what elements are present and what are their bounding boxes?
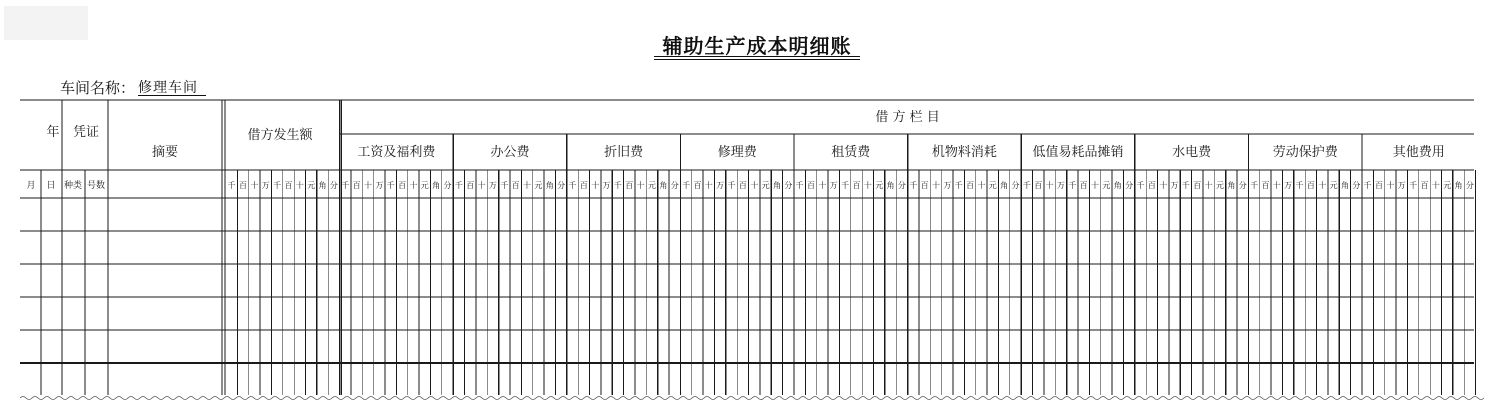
digit-label: 十 [1272, 181, 1281, 190]
digit-label: 百 [625, 181, 634, 190]
digit-label: 十 [1318, 181, 1327, 190]
digit-label: 千 [727, 181, 736, 190]
digit-label: 角 [1113, 181, 1122, 190]
summary-header: 摘要 [151, 145, 179, 160]
digit-label: 百 [398, 181, 407, 190]
digit-label: 百 [1375, 181, 1384, 190]
digit-label: 分 [557, 181, 566, 190]
digit-label: 万 [375, 181, 384, 190]
digit-label: 分 [1465, 181, 1474, 190]
digit-label: 百 [1147, 181, 1156, 190]
digit-label: 分 [670, 181, 679, 190]
digit-label: 十 [1431, 181, 1440, 190]
workshop-label: 车间名称： [60, 79, 136, 97]
day-header: 日 [46, 181, 56, 191]
digit-label: 千 [1409, 181, 1418, 190]
digit-label: 角 [432, 181, 441, 190]
digit-label: 十 [477, 181, 486, 190]
digit-label: 万 [1397, 181, 1406, 190]
digit-label: 百 [511, 181, 520, 190]
digit-label: 千 [1068, 181, 1077, 190]
digit-label: 千 [1295, 181, 1304, 190]
digit-label: 十 [523, 181, 532, 190]
digit-label: 元 [761, 181, 770, 190]
digit-label: 千 [386, 181, 395, 190]
digit-label: 百 [693, 181, 702, 190]
digit-label: 角 [1340, 181, 1349, 190]
digit-label: 十 [636, 181, 645, 190]
digit-label: 元 [988, 181, 997, 190]
category-header: 租赁费 [831, 145, 871, 160]
voucher-no-header: 号数 [86, 181, 106, 191]
digit-label: 角 [772, 181, 781, 190]
digit-label: 分 [443, 181, 452, 190]
digit-label: 万 [1056, 181, 1065, 190]
digit-label: 十 [818, 181, 827, 190]
workshop-name: 修理车间 [138, 80, 198, 96]
digit-label: 百 [1420, 181, 1429, 190]
voucher-type-header: 种类 [63, 181, 83, 191]
digit-label: 角 [318, 181, 327, 190]
digit-label: 百 [920, 181, 929, 190]
digit-label: 分 [1011, 181, 1020, 190]
digit-label: 十 [1159, 181, 1168, 190]
digit-label: 千 [500, 181, 509, 190]
digit-label: 十 [1386, 181, 1395, 190]
digit-label: 角 [1000, 181, 1009, 190]
digit-label: 千 [1250, 181, 1259, 190]
digit-label: 万 [829, 181, 838, 190]
digit-label: 百 [1261, 181, 1270, 190]
month-header: 月 [26, 181, 36, 191]
digit-label: 万 [1170, 181, 1179, 190]
digit-label: 百 [239, 181, 248, 190]
category-header: 低值易耗品摊销 [1032, 145, 1124, 160]
digit-label: 百 [1079, 181, 1088, 190]
digit-label: 十 [704, 181, 713, 190]
digit-label: 分 [1238, 181, 1247, 190]
digit-label: 百 [1034, 181, 1043, 190]
category-header: 机物料消耗 [931, 145, 997, 160]
digit-label: 分 [897, 181, 906, 190]
digit-label: 角 [545, 181, 554, 190]
category-header: 折旧费 [604, 145, 644, 160]
digit-label: 十 [250, 181, 259, 190]
digit-label: 百 [579, 181, 588, 190]
digit-label: 十 [409, 181, 418, 190]
digit-label: 百 [738, 181, 747, 190]
digit-label: 千 [454, 181, 463, 190]
digit-label: 元 [420, 181, 429, 190]
digit-label: 分 [784, 181, 793, 190]
category-header: 其他费用 [1392, 145, 1445, 160]
digit-label: 十 [364, 181, 372, 190]
digit-label: 千 [682, 181, 691, 190]
digit-label: 千 [227, 181, 236, 190]
digit-label: 千 [1022, 181, 1031, 190]
digit-label: 十 [1045, 181, 1054, 190]
digit-label: 百 [807, 181, 816, 190]
digit-label: 百 [352, 181, 361, 190]
category-header: 水电费 [1172, 145, 1212, 160]
category-header: 工资及福利费 [357, 145, 436, 160]
digit-label: 千 [954, 181, 963, 190]
digit-label: 十 [591, 181, 600, 190]
digit-label: 万 [943, 181, 952, 190]
digit-label: 千 [1181, 181, 1190, 190]
digit-label: 千 [273, 181, 282, 190]
digit-label: 十 [977, 181, 986, 190]
digit-label: 百 [284, 181, 293, 190]
digit-label: 千 [341, 181, 350, 190]
digit-label: 千 [1363, 181, 1372, 190]
digit-label: 角 [1227, 181, 1236, 190]
voucher-header: 凭证 [72, 125, 100, 140]
torn-edge [20, 397, 1484, 400]
digit-label: 十 [750, 181, 759, 190]
digit-label: 元 [1329, 181, 1338, 190]
category-header: 修理费 [717, 145, 757, 160]
digit-label: 角 [886, 181, 895, 190]
category-header: 办公费 [490, 145, 530, 160]
digit-label: 千 [1136, 181, 1145, 190]
digit-label: 万 [1284, 181, 1293, 190]
digit-label: 千 [841, 181, 850, 190]
digit-label: 元 [1216, 181, 1224, 190]
digit-label: 万 [488, 181, 497, 190]
digit-label: 百 [966, 181, 975, 190]
category-header: 劳动保护费 [1272, 145, 1338, 160]
digit-label: 十 [1204, 181, 1213, 190]
digit-label: 万 [261, 181, 270, 190]
digit-label: 百 [852, 181, 861, 190]
digit-label: 万 [716, 181, 725, 190]
digit-label: 百 [1193, 181, 1202, 190]
digit-label: 元 [648, 181, 656, 190]
digit-label: 分 [329, 181, 338, 190]
digit-label: 百 [1306, 181, 1315, 190]
digit-label: 元 [1102, 181, 1111, 190]
digit-label: 千 [613, 181, 622, 190]
digit-label: 十 [932, 181, 940, 190]
digit-label: 分 [1125, 181, 1134, 190]
digit-label: 十 [1091, 181, 1100, 190]
debit-amount-header: 借方发生额 [247, 128, 313, 143]
ledger-title: 辅助生产成本明细账 [662, 34, 852, 58]
digit-label: 分 [1352, 181, 1361, 190]
digit-label: 元 [307, 181, 316, 190]
digit-label: 角 [1454, 181, 1463, 190]
digit-label: 元 [875, 181, 884, 190]
digit-label: 万 [602, 181, 611, 190]
digit-label: 千 [568, 181, 577, 190]
debit-columns-header: 借 方 栏 目 [875, 110, 940, 125]
year-header: 年 [46, 125, 60, 140]
digit-label: 千 [909, 181, 918, 190]
digit-label: 十 [295, 181, 304, 190]
digit-label: 千 [795, 181, 804, 190]
digit-label: 百 [466, 181, 475, 190]
digit-label: 角 [659, 181, 668, 190]
digit-label: 元 [534, 181, 543, 190]
digit-label: 十 [863, 181, 872, 190]
digit-label: 元 [1443, 181, 1452, 190]
